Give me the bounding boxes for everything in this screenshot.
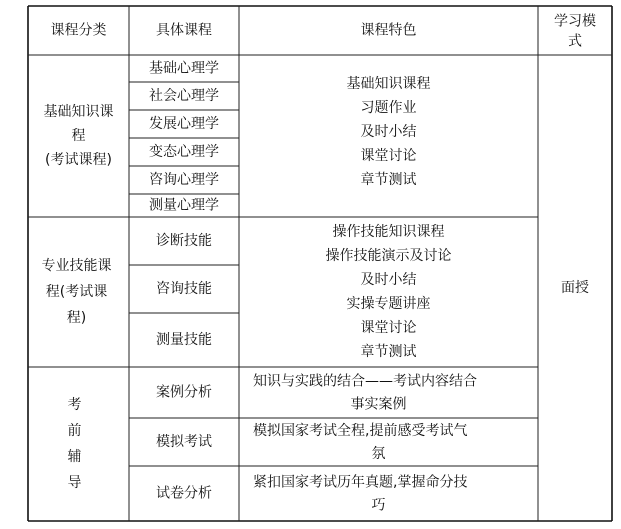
feature-item: 及时小结 [360, 272, 417, 288]
feature-item: 事实案例 [350, 396, 407, 413]
category-basic-knowledge: (考试课程) [45, 152, 112, 168]
category-exam-coaching: 考 [67, 397, 82, 413]
course-name: 模拟考试 [156, 434, 212, 450]
category-basic-knowledge: 程 [71, 128, 86, 144]
category-basic-knowledge: 基础知识课 [43, 104, 114, 120]
course-name: 诊断技能 [156, 233, 212, 249]
course-name: 试卷分析 [156, 485, 212, 502]
course-name: 社会心理学 [149, 88, 219, 104]
feature-item: 紧扣国家考试历年真题,掌握命分技 [253, 474, 468, 491]
feature-item: 及时小结 [360, 124, 417, 140]
feature-item: 操作技能知识课程 [332, 224, 445, 240]
feature-item: 课堂讨论 [360, 320, 417, 336]
header-mode: 学习模 [554, 13, 596, 30]
learning-mode-value: 面授 [561, 280, 589, 296]
feature-item: 实操专题讲座 [346, 296, 431, 312]
category-professional-skills: 程(考试课 [45, 284, 108, 300]
feature-item: 章节测试 [360, 344, 417, 360]
category-exam-coaching: 前 [67, 423, 82, 439]
feature-item: 氛 [371, 446, 386, 462]
feature-item: 巧 [371, 497, 386, 514]
course-name: 基础心理学 [149, 60, 219, 77]
category-exam-coaching: 导 [67, 475, 82, 491]
course-name: 测量心理学 [149, 197, 219, 214]
header-course: 具体课程 [156, 22, 212, 39]
course-name: 变态心理学 [149, 144, 219, 160]
course-name: 咨询技能 [156, 281, 212, 297]
feature-item: 操作技能演示及讨论 [325, 248, 452, 264]
feature-item: 模拟国家考试全程,提前感受考试气 [253, 423, 468, 439]
feature-item: 习题作业 [360, 100, 417, 116]
table-text-layer [42, 13, 597, 514]
category-professional-skills: 专业技能课 [41, 258, 112, 274]
feature-item: 课堂讨论 [360, 148, 417, 164]
course-name: 发展心理学 [149, 116, 219, 132]
category-professional-skills: 程) [66, 310, 87, 326]
feature-item: 基础知识课程 [346, 76, 431, 92]
header-mode: 式 [568, 33, 582, 50]
feature-item: 章节测试 [360, 172, 417, 188]
course-name: 案例分析 [156, 384, 212, 401]
table-grid [28, 6, 612, 521]
header-feature: 课程特色 [360, 22, 417, 39]
feature-item: 知识与实践的结合——考试内容结合 [253, 373, 477, 390]
category-exam-coaching: 辅 [67, 449, 82, 465]
header-category: 课程分类 [50, 22, 107, 39]
course-name: 咨询心理学 [149, 172, 219, 188]
course-name: 测量技能 [156, 332, 212, 348]
